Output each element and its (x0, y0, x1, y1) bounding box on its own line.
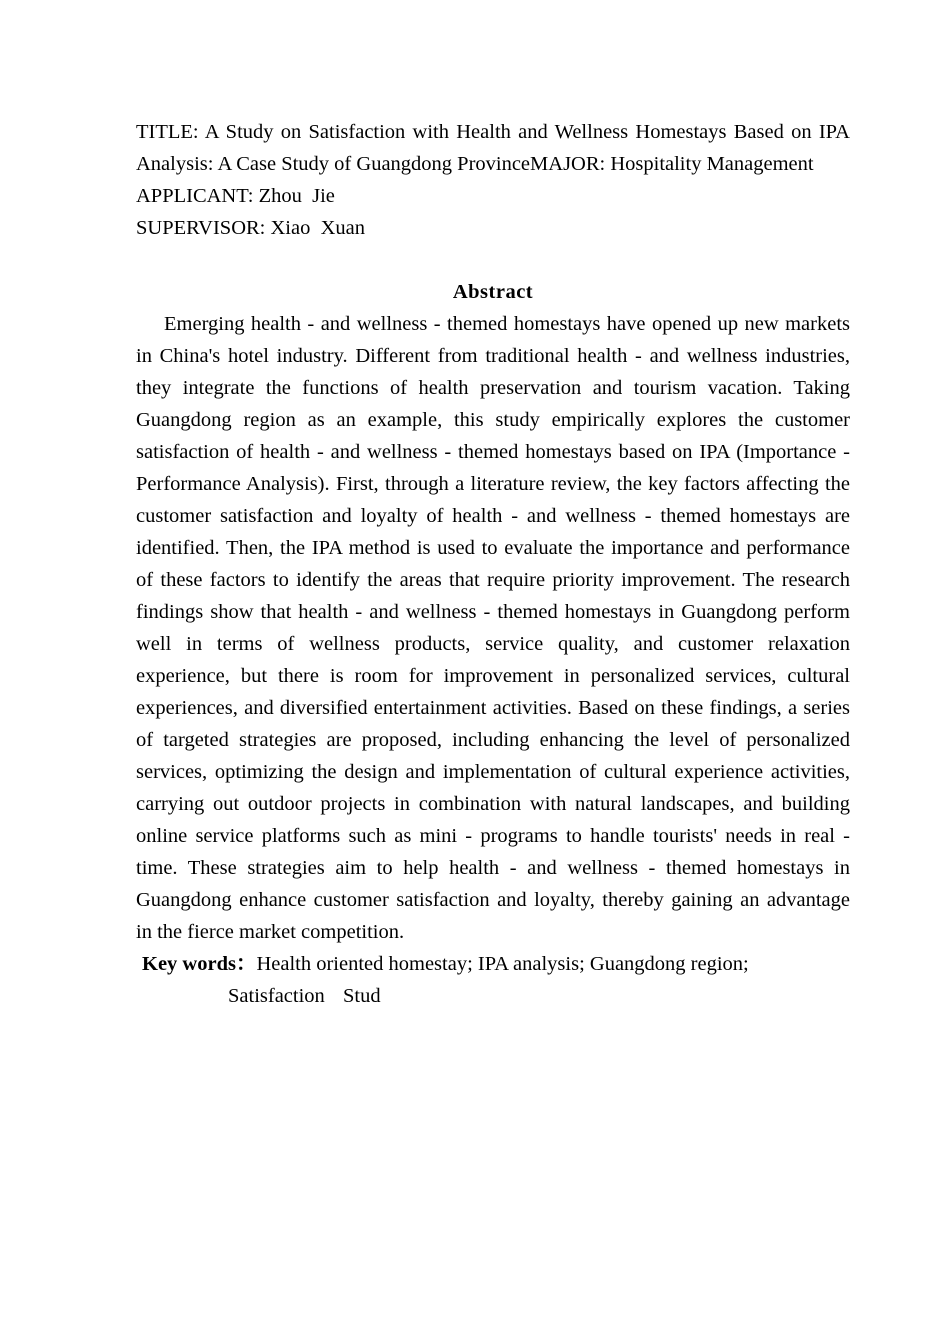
keywords-line (136, 948, 850, 980)
abstract-heading: Abstract (452, 281, 534, 303)
title-block (136, 116, 850, 180)
supervisor-value: Xiao Xuan (270, 217, 366, 239)
title-label: TITLE: (136, 121, 199, 143)
keywords-value-line1: Health oriented homestay; IPA analysis; Guangdong region; (256, 953, 749, 975)
applicant-line (136, 180, 850, 212)
applicant-value: Zhou Jie (258, 185, 335, 207)
document-page (136, 116, 850, 1012)
abstract-body: Emerging health - and wellness - themed homestays have opened up new markets in China's hotel industry. Different from traditional health - and wellness industries, they integrate the functions of health preservation and tourism vacation. Taking Guangdong region as an example, this study empirically explores the customer satisfaction of health - and wellness - themed homestays based on IPA (Importance - Performance Analysis). First, through a literature review, the key factors affecting the customer satisfaction and loyalty of health - and wellness - themed homestays are identified. Then, the IPA method is used to evaluate the importance and performance of these factors to identify the areas that require priority improvement. The research findings show that health - and wellness - themed homestays in Guangdong perform well in terms of wellness products, service quality, and customer relaxation experience, but there is room for improvement in personalized services, cultural experiences, and diversified entertainment activities. Based on these findings, a series of targeted strategies are proposed, including enhancing the level of personalized services, optimizing the design and implementation of cultural experience activities, carrying out outdoor projects in combination with natural landscapes, and building online service platforms such as mini - programs to handle tourists' needs in real - time. These strategies aim to help health - and wellness - themed homestays in Guangdong enhance customer satisfaction and loyalty, thereby gaining an advantage in the fierce market competition. (136, 313, 850, 943)
supervisor-line (136, 212, 850, 244)
keywords-label: Key words： (142, 953, 257, 975)
supervisor-label: SUPERVISOR: (136, 217, 266, 239)
title-value: A Study on Satisfaction with Health and Wellness Homestays Based on IPA Analysis: A Case Study of Guangdong ProvinceMAJOR: Hospitality Management (136, 121, 850, 175)
applicant-label: APPLICANT: (136, 185, 254, 207)
keywords-value-line2: Satisfaction Stud (228, 985, 381, 1007)
